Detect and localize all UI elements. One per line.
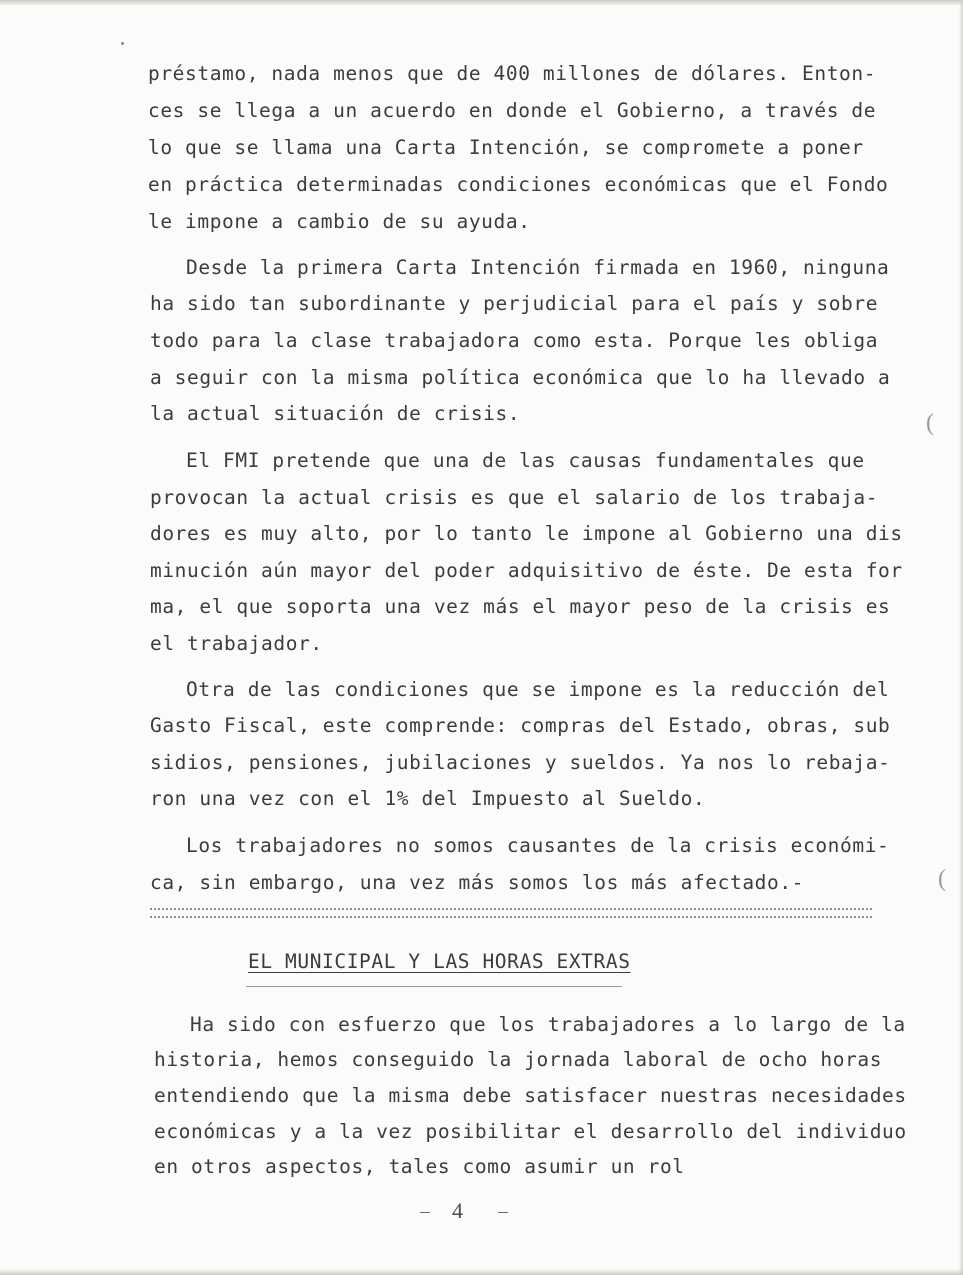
section-heading: EL MUNICIPAL Y LAS HORAS EXTRAS (248, 950, 631, 973)
scan-edge-bottom (0, 1269, 963, 1275)
paragraph-2-line-4: a seguir con la misma política económica que lo ha llevado a (150, 366, 891, 389)
paragraph-4-line-3: sidios, pensiones, jubilaciones y sueldos. Ya nos lo rebaja- (150, 751, 891, 774)
paragraph-2-line-2: ha sido tan subordinante y perjudicial para el país y sobre (150, 292, 879, 315)
page-number-dash-right (498, 1212, 508, 1213)
section-paragraph-line-3: entendiendo que la misma debe satisfacer nuestras necesidades (154, 1084, 907, 1107)
paragraph-4-line-4: ron una vez con el 1% del Impuesto al Sueldo. (150, 787, 706, 810)
margin-mark: ( (926, 410, 934, 436)
paragraph-5-line-1: Los trabajadores no somos causantes de la crisis económi- (186, 834, 890, 857)
section-separator (150, 908, 872, 918)
paragraph-1-line-2: ces se llega a un acuerdo en donde el Gobierno, a través de (148, 99, 877, 122)
section-paragraph-line-5: en otros aspectos, tales como asumir un rol (154, 1155, 685, 1178)
section-paragraph-line-1: Ha sido con esfuerzo que los trabajadores a lo largo de la (190, 1013, 906, 1036)
heading-rule (246, 986, 622, 987)
paragraph-3-line-2: provocan la actual crisis es que el salario de los trabaja- (150, 486, 879, 509)
section-paragraph-line-4: económicas y a la vez posibilitar el desarrollo del individuo (154, 1120, 907, 1143)
paragraph-1-line-5: le impone a cambio de su ayuda. (148, 210, 531, 233)
paragraph-3-line-3: dores es muy alto, por lo tanto le impone al Gobierno una dis (150, 522, 903, 545)
paragraph-5-line-2: ca, sin embargo, una vez más somos los más afectado.- (150, 871, 805, 894)
paragraph-3-line-5: ma, el que soporta una vez más el mayor peso de la crisis es (150, 595, 891, 618)
page-number: 4 (452, 1198, 463, 1223)
margin-mark: ( (938, 866, 946, 892)
paragraph-4-line-1: Otra de las condiciones que se impone es la reducción del (186, 678, 890, 701)
paragraph-1-line-1: préstamo, nada menos que de 400 millones de dólares. Enton- (148, 62, 877, 85)
scan-edge-right (959, 0, 963, 1275)
scan-speck (121, 42, 124, 45)
paragraph-1-line-4: en práctica determinadas condiciones económicas que el Fondo (148, 173, 889, 196)
paragraph-3-line-6: el trabajador. (150, 632, 323, 655)
paragraph-2-line-1: Desde la primera Carta Intención firmada en 1960, ninguna (186, 256, 890, 279)
paragraph-2-line-3: todo para la clase trabajadora como esta. Porque les obliga (150, 329, 879, 352)
scan-edge-top (0, 0, 963, 6)
paragraph-3-line-4: minución aún mayor del poder adquisitivo de éste. De esta for (150, 559, 903, 582)
paragraph-1-line-3: lo que se llama una Carta Intención, se compromete a poner (148, 136, 864, 159)
section-paragraph-line-2: historia, hemos conseguido la jornada laboral de ocho horas (154, 1048, 883, 1071)
paragraph-2-line-5: la actual situación de crisis. (150, 402, 521, 425)
paragraph-3-line-1: El FMI pretende que una de las causas fundamentales que (186, 449, 865, 472)
paragraph-4-line-2: Gasto Fiscal, este comprende: compras del Estado, obras, sub (150, 714, 891, 737)
page-number-dash-left (420, 1212, 430, 1213)
